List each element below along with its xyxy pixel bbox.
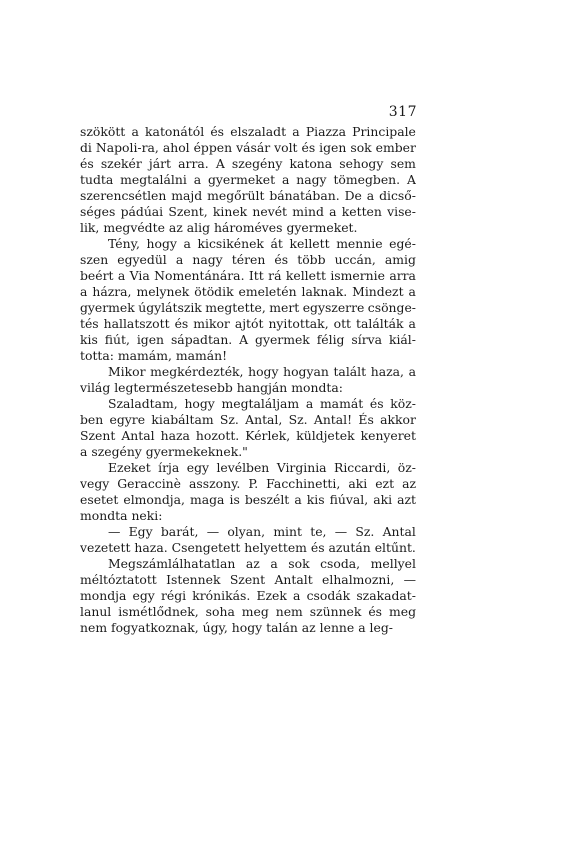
text-line: lanul ismétlődnek, soha meg nem szünnek és meg: [80, 604, 416, 619]
text-line: Mikor megkérdezték, hogy hogyan talált haza, a: [108, 364, 416, 379]
text-line: ben egyre kiabáltam Sz. Antal, Sz. Antal! És akkor: [80, 412, 416, 427]
text-line: esetet elmondja, maga is beszélt a kis fiúval, aki azt: [80, 492, 416, 507]
text-line: méltóztatott Istennek Szent Antalt elhalmozni, —: [80, 572, 416, 587]
text-line: Szent Antal haza hozott. Kérlek, küldjetek kenyeret: [80, 428, 416, 443]
text-line: Ezeket írja egy levélben Virginia Riccardi, öz-: [108, 460, 416, 475]
text-line: Szaladtam, hogy megtaláljam a mamát és köz-: [108, 396, 416, 411]
text-line: a házra, melynek ötödik emeletén laknak. Mindezt a: [80, 284, 416, 299]
text-line: vezetett haza. Csengetett helyettem és azután eltűnt.: [80, 540, 416, 555]
paragraph: [80, 460, 416, 524]
text-line: kis fiút, igen sápadtan. A gyermek félig sírva kiál-: [80, 332, 416, 347]
text-line: tés hallatszott és mikor ajtót nyitottak, ott találták a: [80, 316, 416, 331]
text-line: mondta neki:: [80, 508, 163, 523]
text-line: lik, megvédte az alig hároméves gyermeket.: [80, 220, 358, 235]
text-line: szen egyedül a nagy téren és több uccán, amig: [80, 252, 416, 267]
text-line: nem fogyatkoznak, úgy, hogy talán az lenne a leg-: [80, 620, 393, 635]
paragraph: [80, 524, 416, 556]
text-line: gyermek úgylátszik megtette, mert egyszerre csönge-: [80, 300, 416, 315]
page-number: 317: [388, 104, 417, 120]
text-line: szerencsétlen majd megőrült bánatában. De a dicső-: [80, 188, 416, 203]
text-line: világ legtermészetesebb hangján mondta:: [80, 380, 343, 395]
text-line: Megszámlálhatatlan az a sok csoda, mellyel: [108, 556, 416, 571]
text-line: és szekér járt arra. A szegény katona sehogy sem: [80, 156, 416, 171]
text-line: tudta megtalálni a gyermeket a nagy tömegben. A: [80, 172, 416, 187]
paragraph: [80, 364, 416, 396]
text-line: beért a Via Nomentánára. Itt rá kellett ismernie arra: [80, 268, 416, 283]
text-line: szökött a katonától és elszaladt a Piazza Principale: [80, 124, 416, 139]
paragraph: [80, 396, 416, 460]
paragraph: [80, 556, 416, 636]
text-line: Tény, hogy a kicsikének át kellett mennie egé-: [108, 236, 416, 251]
text-line: vegy Geraccinè asszony. P. Facchinetti, aki ezt az: [80, 476, 416, 491]
paragraph: [80, 236, 416, 364]
text-line: séges pádúai Szent, kinek nevét mind a ketten vise-: [80, 204, 416, 219]
text-line: di Napoli-ra, ahol éppen vásár volt és igen sok ember: [80, 140, 416, 155]
text-line: — Egy barát, — olyan, mint te, — Sz. Antal: [108, 524, 416, 539]
body-text: [80, 124, 416, 636]
text-line: a szegény gyermekeknek.": [80, 444, 248, 459]
paragraph: [80, 124, 416, 236]
text-line: totta: mamám, mamán!: [80, 348, 228, 363]
text-line: mondja egy régi krónikás. Ezek a csodák szakadat-: [80, 588, 416, 603]
